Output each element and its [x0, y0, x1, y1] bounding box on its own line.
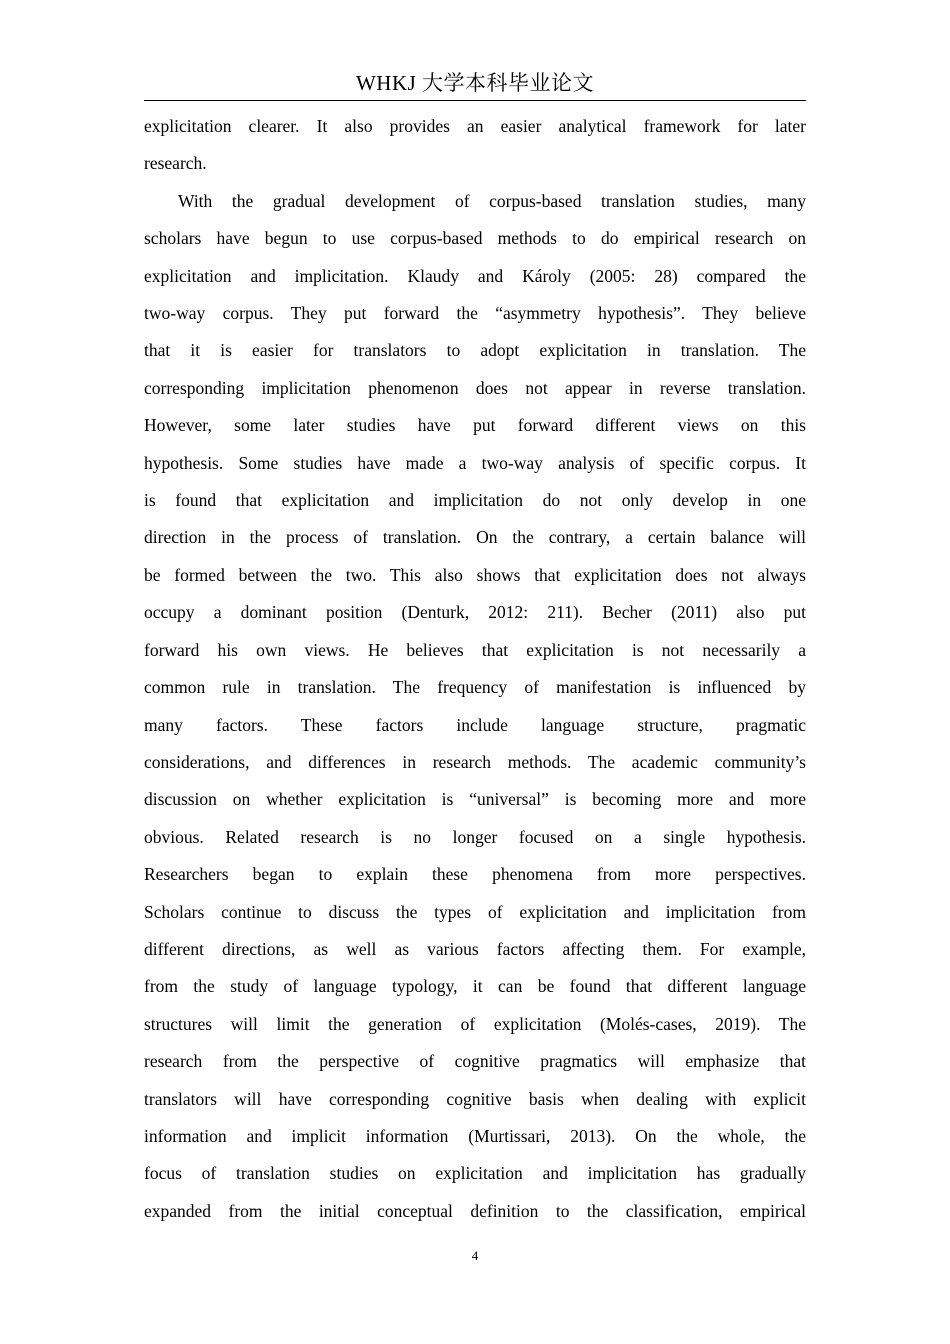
text-line: obvious. Related research is no longer focused on a single hypothesis. — [144, 826, 806, 847]
text-line: is found that explicitation and implicitation do not only develop in one — [144, 490, 806, 511]
text-line: many factors. These factors include language structure, pragmatic — [144, 714, 806, 735]
text-line: considerations, and differences in research methods. The academic community’s — [144, 751, 806, 772]
text-line: scholars have begun to use corpus-based methods to do empirical research on — [144, 228, 806, 249]
text-line: translators will have corresponding cognitive basis when dealing with explicit — [144, 1088, 806, 1109]
text-line: from the study of language typology, it can be found that different language — [144, 976, 806, 997]
document-body — [144, 108, 806, 1230]
text-line: However, some later studies have put forward different views on this — [144, 415, 806, 436]
text-line: focus of translation studies on explicitation and implicitation has gradually — [144, 1163, 806, 1184]
text-line: expanded from the initial conceptual definition to the classification, empirical — [144, 1200, 806, 1221]
text-line: explicitation clearer. It also provides an easier analytical framework for later — [144, 116, 806, 136]
text-line: common rule in translation. The frequency of manifestation is influenced by — [144, 677, 806, 698]
text-line: two-way corpus. They put forward the “asymmetry hypothesis”. They believe — [144, 303, 806, 324]
page-header — [144, 66, 806, 101]
text-line: corresponding implicitation phenomenon does not appear in reverse translation. — [144, 377, 806, 398]
text-line: information and implicit information (Murtissari, 2013). On the whole, the — [144, 1125, 806, 1146]
text-line: Researchers began to explain these phenomena from more perspectives. — [144, 864, 806, 885]
page-number: 4 — [471, 1248, 479, 1263]
text-line: that it is easier for translators to adopt explicitation in translation. The — [144, 340, 806, 361]
text-line: direction in the process of translation. On the contrary, a certain balance will — [144, 527, 806, 548]
text-line: Scholars continue to discuss the types of explicitation and implicitation from — [144, 901, 806, 922]
text-line: be formed between the two. This also shows that explicitation does not always — [144, 564, 806, 585]
text-line: explicitation and implicitation. Klaudy and Károly (2005: 28) compared the — [144, 265, 806, 286]
header-title: WHKJ 大学本科毕业论文 — [355, 71, 595, 95]
text-line: research from the perspective of cognitive pragmatics will emphasize that — [144, 1051, 806, 1072]
text-line: different directions, as well as various factors affecting them. For example, — [144, 938, 806, 959]
text-line: discussion on whether explicitation is “universal” is becoming more and more — [144, 789, 806, 810]
text-line: structures will limit the generation of explicitation (Molés-cases, 2019). The — [144, 1013, 806, 1034]
text-line: With the gradual development of corpus-based translation studies, many — [178, 190, 806, 211]
text-line: forward his own views. He believes that explicitation is not necessarily a — [144, 639, 806, 660]
text-line: occupy a dominant position (Denturk, 2012: 211). Becher (2011) also put — [144, 602, 806, 623]
text-line: research. — [144, 153, 207, 174]
text-line: hypothesis. Some studies have made a two-way analysis of specific corpus. It — [144, 452, 806, 473]
